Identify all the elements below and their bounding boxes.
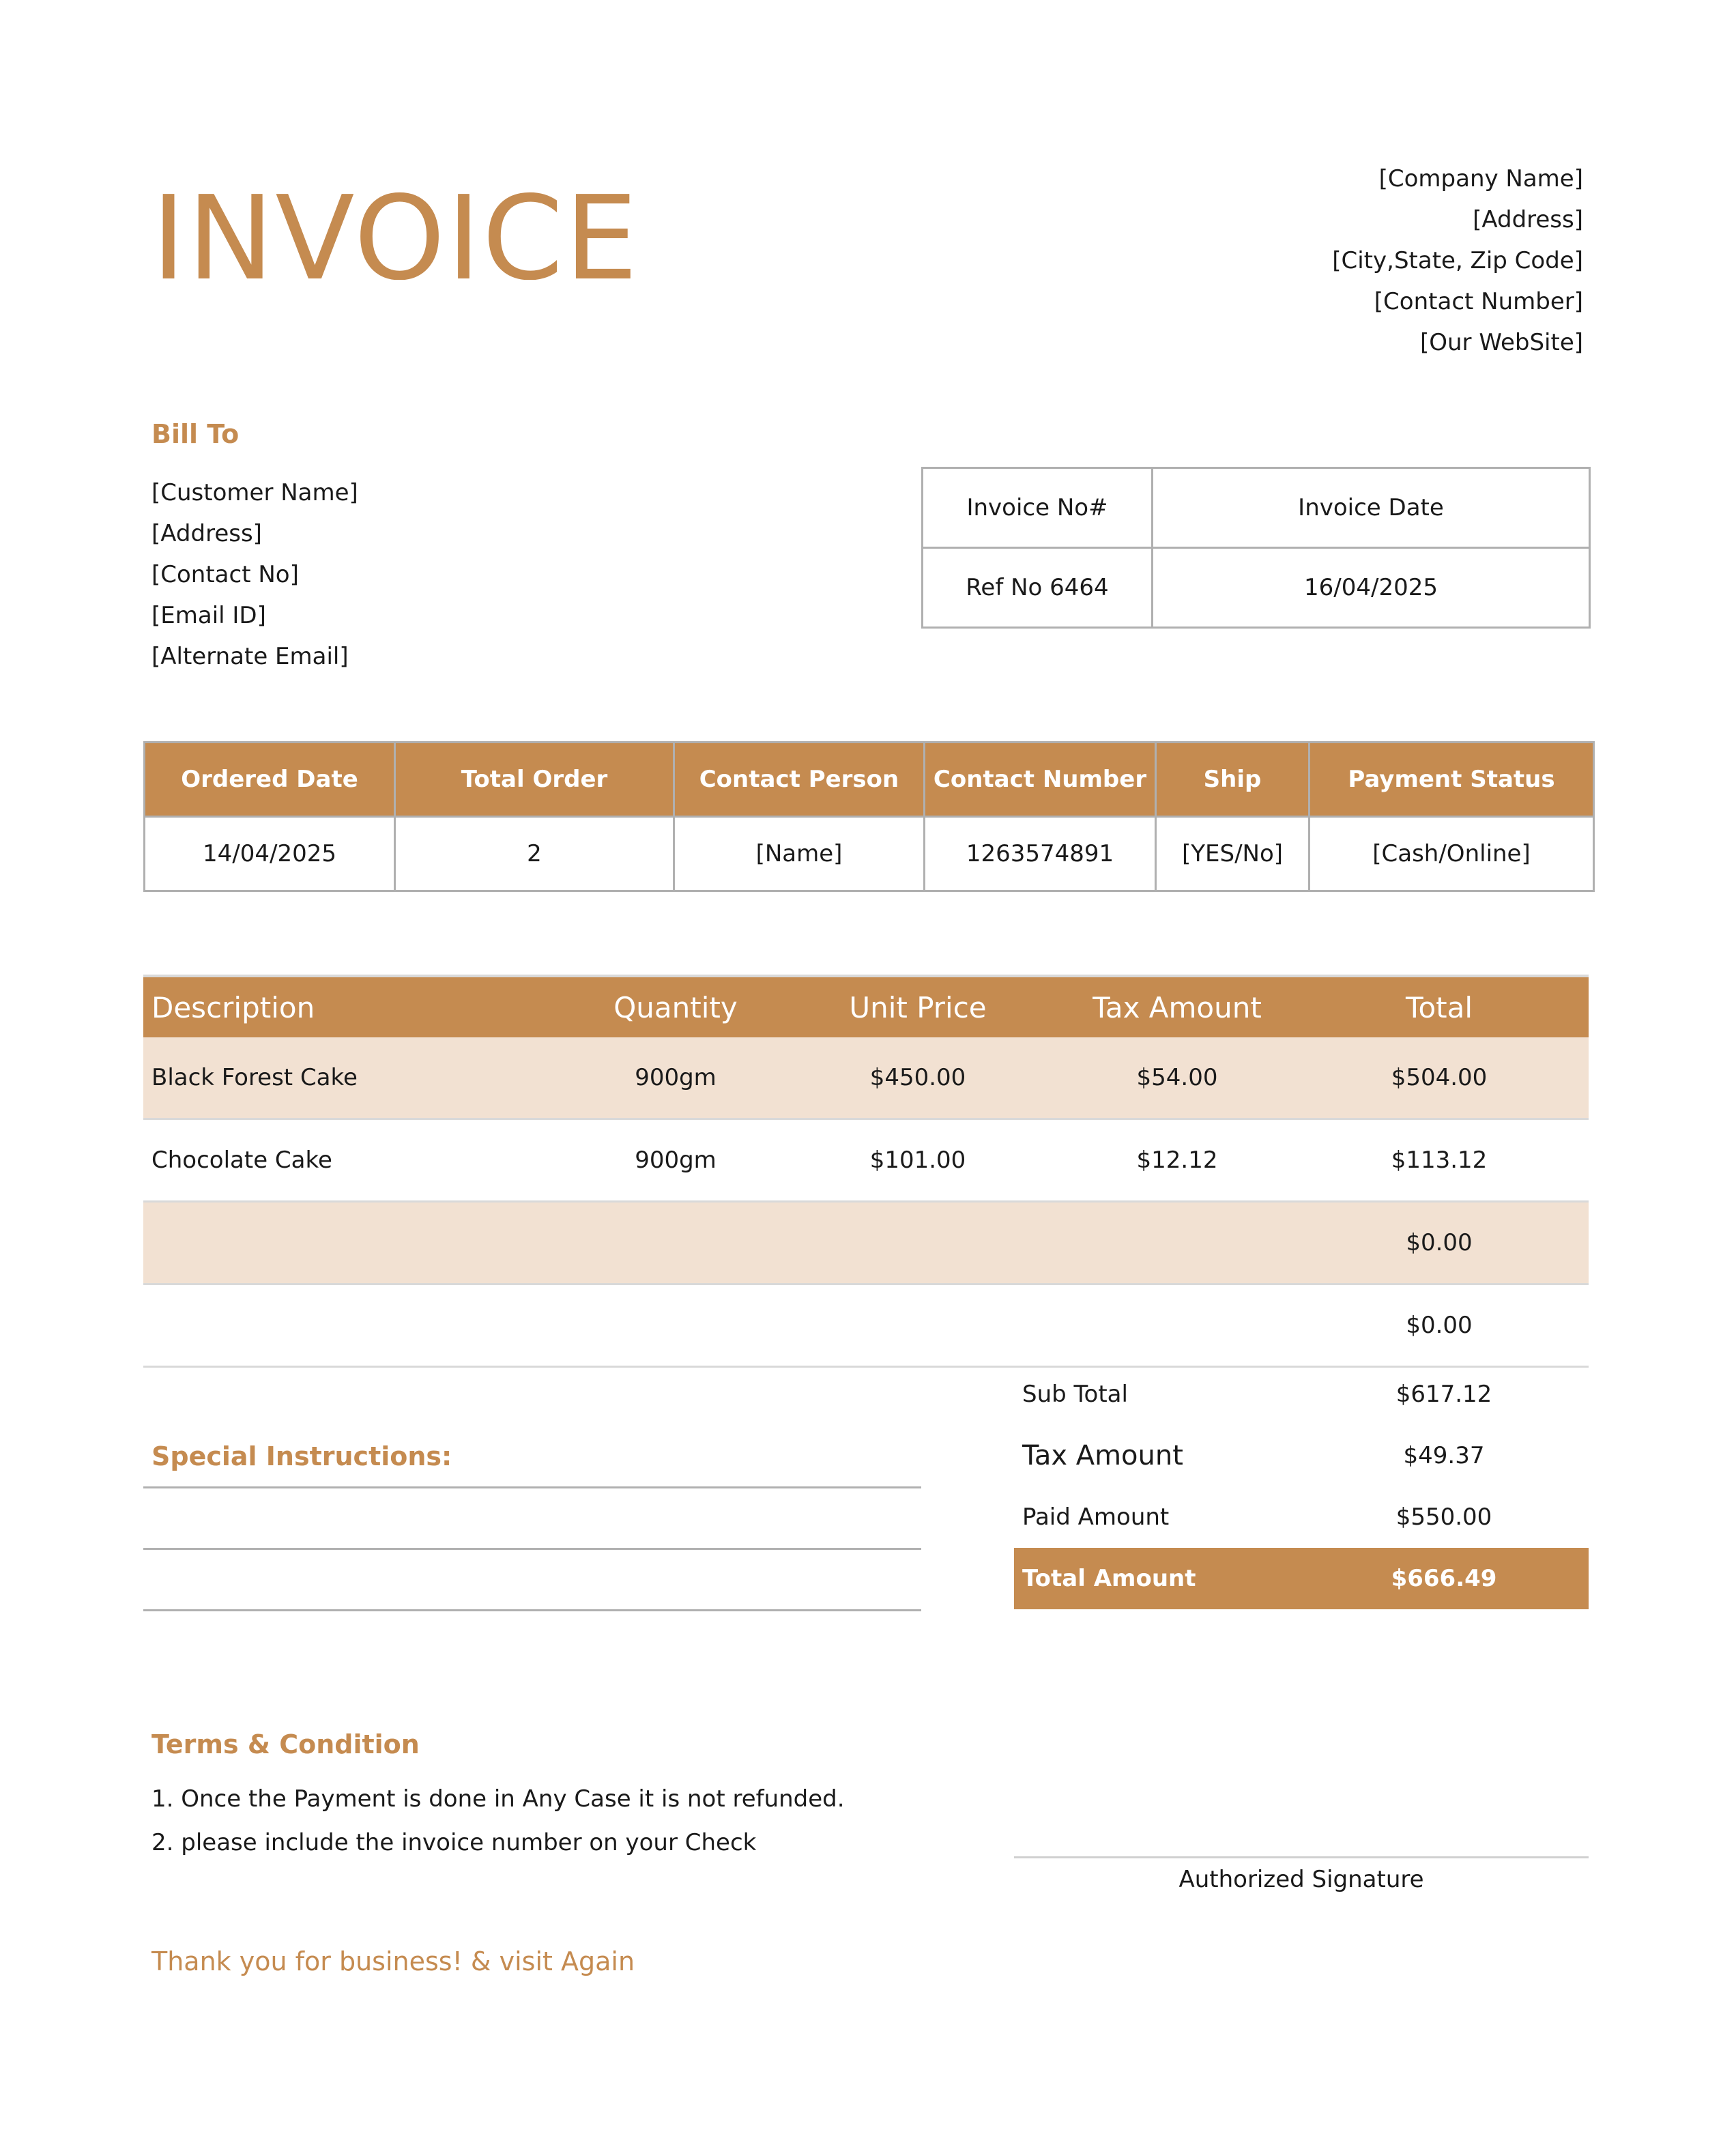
contact-person-value: [Name] [674, 817, 925, 891]
item-quantity: 900gm [635, 1147, 717, 1174]
invoice-no-value: Ref No 6464 [923, 548, 1153, 628]
summary-block [1014, 1364, 1589, 1609]
company-contact: [Contact Number] [1374, 288, 1583, 315]
total-order-value: 2 [395, 817, 674, 891]
contact-number-value: 1263574891 [925, 817, 1156, 891]
contact-person-header: Contact Person [674, 743, 925, 817]
total-order-header: Total Order [395, 743, 674, 817]
signature-line [1014, 1856, 1589, 1858]
instructions-line [143, 1609, 921, 1611]
table-row [143, 1120, 1589, 1203]
item-unit-price: $101.00 [869, 1147, 966, 1174]
invoice-info-table [921, 467, 1591, 629]
total-amount-label: Total Amount [1022, 1565, 1196, 1592]
tax-row [1014, 1425, 1589, 1486]
company-website: [Our WebSite] [1419, 329, 1583, 356]
terms-list [151, 1777, 845, 1865]
instructions-line [143, 1486, 921, 1488]
item-total: $113.12 [1391, 1147, 1488, 1174]
tax-amount-header: Tax Amount [1093, 990, 1262, 1024]
special-instructions-heading: Special Instructions: [151, 1441, 452, 1471]
sub-total-label: Sub Total [1022, 1381, 1128, 1408]
paid-row [1014, 1486, 1589, 1548]
paid-label: Paid Amount [1022, 1503, 1170, 1531]
item-total: $0.00 [1406, 1229, 1473, 1256]
item-tax: $12.12 [1136, 1147, 1218, 1174]
tax-label: Tax Amount [1022, 1440, 1183, 1471]
table-row [143, 1037, 1589, 1120]
contact-number-header: Contact Number [925, 743, 1156, 817]
ordered-date-header: Ordered Date [145, 743, 395, 817]
company-address: [Address] [1473, 206, 1583, 233]
paid-value: $550.00 [1395, 1503, 1492, 1531]
bill-to-details [151, 472, 358, 677]
description-header: Description [151, 990, 315, 1024]
quantity-header: Quantity [613, 990, 738, 1024]
item-tax: $54.00 [1136, 1064, 1218, 1091]
sub-total-row [1014, 1364, 1589, 1425]
customer-name: [Customer Name] [151, 479, 358, 506]
invoice-date-value: 16/04/2025 [1153, 548, 1590, 628]
item-description: Black Forest Cake [151, 1064, 358, 1091]
unit-price-header: Unit Price [849, 990, 987, 1024]
item-total: $0.00 [1406, 1312, 1473, 1339]
total-amount-value: $666.49 [1391, 1565, 1497, 1592]
tax-value: $49.37 [1403, 1442, 1485, 1469]
signature-label: Authorized Signature [1178, 1866, 1424, 1893]
item-quantity: 900gm [635, 1064, 717, 1091]
ship-header: Ship [1156, 743, 1310, 817]
sub-total-value: $617.12 [1395, 1381, 1492, 1408]
customer-contact: [Contact No] [151, 561, 299, 588]
company-city: [City,State, Zip Code] [1332, 247, 1583, 274]
invoice-date-label: Invoice Date [1153, 468, 1590, 548]
table-row [143, 1285, 1589, 1368]
invoice-title: INVOICE [151, 171, 639, 280]
terms-heading: Terms & Condition [151, 1729, 420, 1759]
terms-item: 2. please include the invoice number on your Check [151, 1829, 757, 1856]
customer-alt-email: [Alternate Email] [151, 643, 349, 670]
customer-address: [Address] [151, 520, 262, 547]
invoice-no-label: Invoice No# [923, 468, 1153, 548]
items-header [143, 975, 1589, 1037]
order-table [143, 741, 1595, 892]
payment-status-header: Payment Status [1310, 743, 1594, 817]
item-description: Chocolate Cake [151, 1147, 332, 1174]
thank-you-note: Thank you for business! & visit Again [151, 1946, 635, 1976]
company-name: [Company Name] [1378, 165, 1583, 192]
company-info [1105, 158, 1583, 363]
customer-email: [Email ID] [151, 602, 266, 629]
items-table [143, 975, 1589, 1368]
total-header: Total [1405, 990, 1473, 1024]
table-row [143, 1203, 1589, 1285]
item-total: $504.00 [1391, 1064, 1488, 1091]
item-unit-price: $450.00 [869, 1064, 966, 1091]
bill-to-heading: Bill To [151, 419, 240, 449]
instructions-line [143, 1548, 921, 1550]
ordered-date-value: 14/04/2025 [145, 817, 395, 891]
total-amount-row [1014, 1548, 1589, 1609]
terms-item: 1. Once the Payment is done in Any Case it is not refunded. [151, 1785, 845, 1813]
ship-value: [YES/No] [1156, 817, 1310, 891]
payment-status-value: [Cash/Online] [1310, 817, 1594, 891]
